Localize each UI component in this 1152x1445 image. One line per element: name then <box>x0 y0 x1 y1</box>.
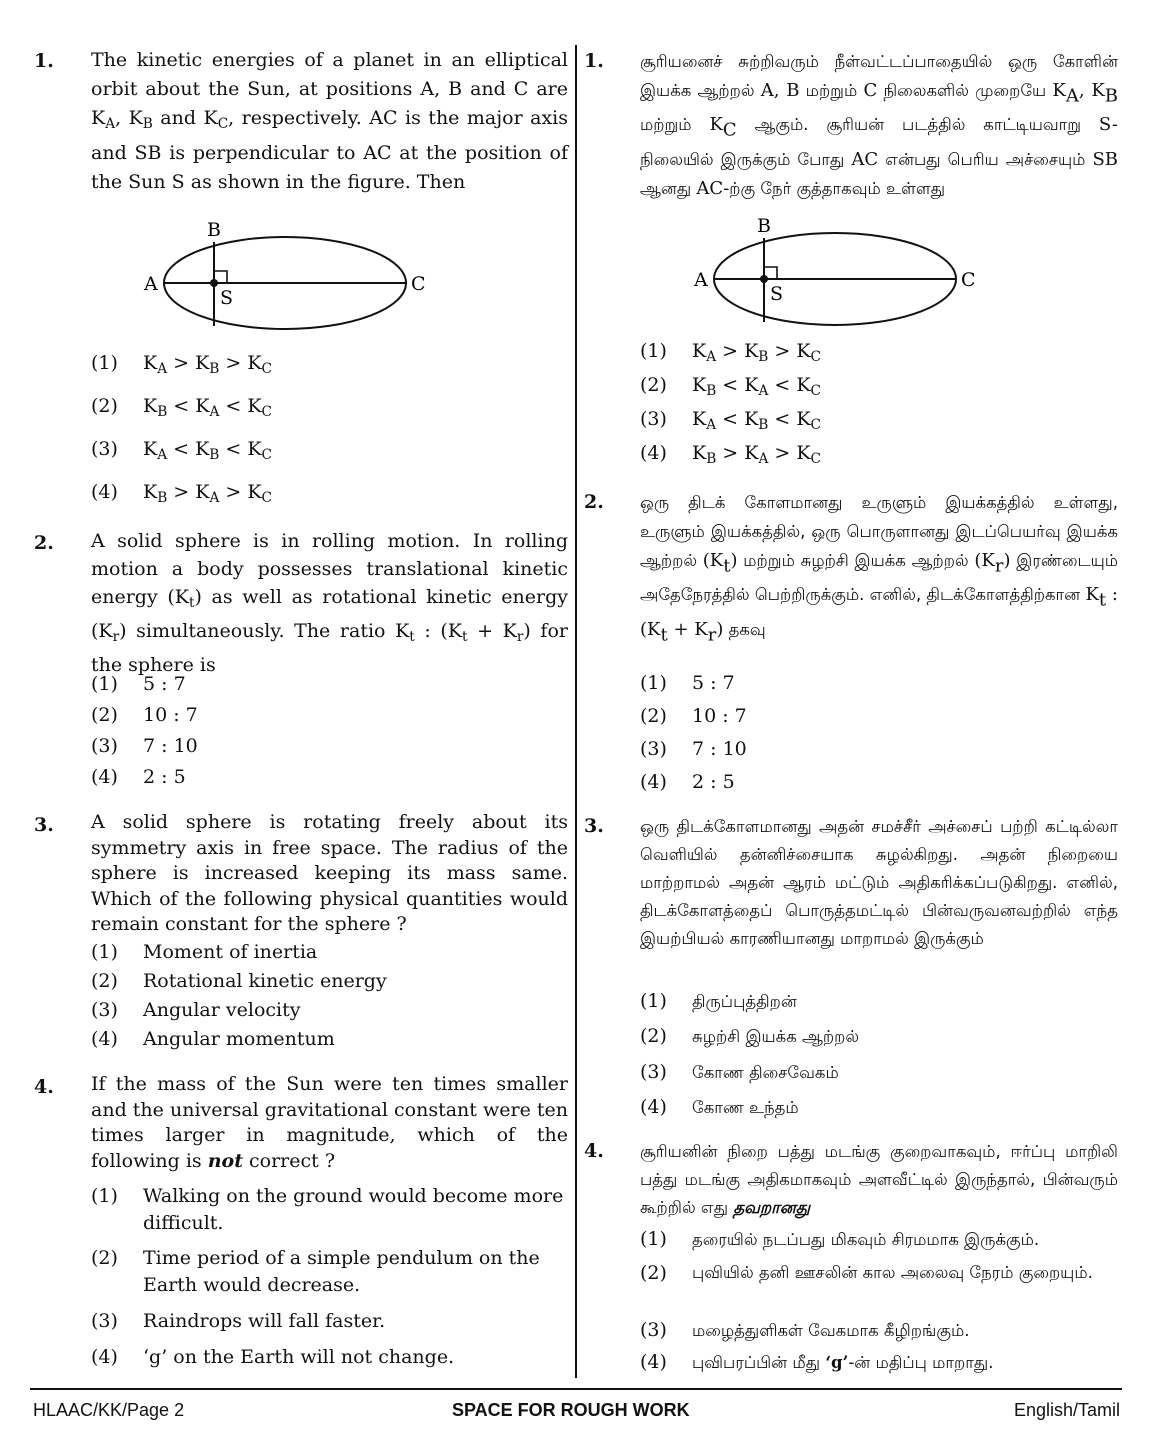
question-text: The kinetic energies of a planet in an elliptical orbit about the Sun, at positions A, B and C are $K_A$, $K_B$ and $K_C$, respectively. AC is the major axis and SB is perpendicular to AC at the position of the Sun S as shown in the figure. Then <box>91 49 568 194</box>
question-text: If the mass of the Sun were ten times smaller and the universal gravitational constant were ten times larger in magnitude, which of the following is not correct ? <box>91 1073 568 1172</box>
question-number: 2. <box>584 491 604 513</box>
question-number: 1. <box>584 50 604 72</box>
question-number: 2. <box>34 532 54 554</box>
question-number: 3. <box>584 815 604 837</box>
page-code: HLAAC/KK/Page 2 <box>33 1400 185 1420</box>
question-number: 4. <box>584 1140 604 1162</box>
rough-work-label: SPACE FOR ROUGH WORK <box>452 1400 690 1420</box>
label-s: S <box>220 287 234 309</box>
footer-rule <box>30 1388 1122 1390</box>
label-b: B <box>757 215 771 237</box>
label-a: A <box>694 269 708 291</box>
question-text: ஒரு திடக் கோளமானது உருளும் இயக்கத்தில் உள்ளது, உருளும் இயக்கத்தில், ஒரு பொருளானது இடப்பெயர்வு இயக்க ஆற்றல் $(K_t)$ மற்றும் சுழற்சி இயக்க ஆற்றல் $(K_r)$ இரண்டையும் அதேநேரத்தில் பெற்றிருக்கும். எனில், திடக்கோளத்திற்கான $K_t$ : $(K_t + K_r)$ தகவு <box>640 493 1119 646</box>
label-b: B <box>207 219 221 241</box>
question-number: 1. <box>34 50 54 72</box>
ellipse-orbit-diagram <box>140 215 430 335</box>
question-number: 3. <box>34 814 54 836</box>
question-text: A solid sphere is rotating freely about its symmetry axis in free space. The radius of the sphere is increased keeping its mass same. Which of the following physical quantities would remain constant for the sphere ? <box>91 811 568 935</box>
question-text: ஒரு திடக்கோளமானது அதன் சமச்சீர் அச்சைப் பற்றி கட்டில்லா வெளியில் தன்னிச்சையாக சுழல்கிறது. அதன் நிறையை மாற்றாமல் அதன் ஆரம் மட்டும் அதிகரிக்கப்படுகிறது. எனில், திடக்கோளத்தைப் பொருத்தமட்டில் பின்வருவனவற்றில் எந்த இயற்பியல் காரணியானது மாறாமல் இருக்கும் <box>640 817 1118 948</box>
ellipse-orbit-diagram <box>690 211 980 331</box>
label-a: A <box>144 273 158 295</box>
column-divider <box>575 45 577 1378</box>
question-text: சூரியனைச் சுற்றிவரும் நீள்வட்டப்பாதையில் ஒரு கோளின் இயக்க ஆற்றல் A, B மற்றும் C நிலைகளில் முறையே $K_A$, $K_B$ மற்றும் $K_C$ ஆகும். சூரியன் படத்தில் காட்டியவாறு S- நிலையில் இருக்கும் போது AC என்பது பெரிய அச்சையும் SB ஆனது AC-ற்கு நேர் குத்தாகவும் உள்ளது <box>640 52 1118 199</box>
label-c: C <box>411 273 426 295</box>
label-s: S <box>770 283 784 305</box>
label-c: C <box>961 269 976 291</box>
question-text: சூரியனின் நிறை பத்து மடங்கு குறைவாகவும், ஈர்ப்பு மாறிலி பத்து மடங்கு அதிகமாகவும் அளவீட்டில் இருந்தால், பின்வரும் கூற்றில் எது தவறானது <box>640 1142 1118 1217</box>
question-text: A solid sphere is in rolling motion. In rolling motion a body possesses translational kinetic energy $(K_t)$ as well as rotational kinetic energy $(K_r)$ simultaneously. The ratio $K_t$ : $(K_t + K_r)$ for the sphere is <box>91 530 568 677</box>
question-number: 4. <box>34 1076 54 1098</box>
language-label: English/Tamil <box>1013 1400 1120 1420</box>
